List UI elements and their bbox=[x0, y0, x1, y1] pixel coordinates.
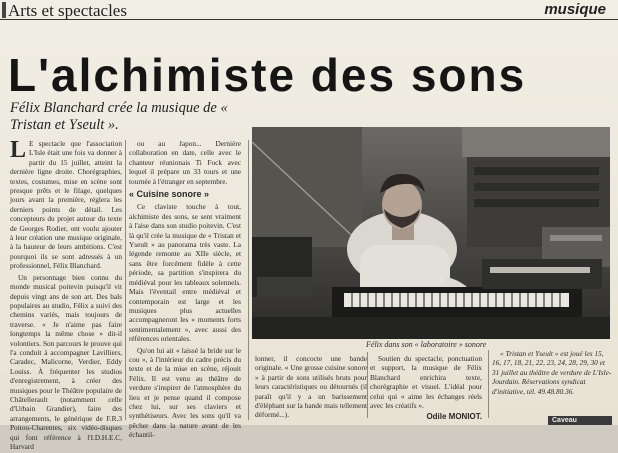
column-divider bbox=[125, 140, 126, 420]
drop-cap: L bbox=[10, 137, 27, 163]
article-photo bbox=[252, 127, 610, 339]
article-column-2 bbox=[129, 139, 241, 442]
next-article-title: Caveau bbox=[548, 416, 612, 425]
photo-caption: Félix dans son « laboratoire » sonore bbox=[366, 340, 487, 349]
paragraph: lonner, il concocte une bande originale. « Une grosse cuisine sonore » à partir de sons utilisés bruts pour leurs caractéristiques ou détournés (il paraît qu'il y a un barissement d'éléphant sur la bande mais tellement déformé...). bbox=[255, 354, 367, 420]
article-subhead: Félix Blanchard crée la musique de « Tristan et Yseult ». bbox=[10, 100, 228, 133]
article-column-1 bbox=[10, 139, 122, 453]
interhead: « Cuisine sonore » bbox=[129, 189, 210, 200]
article-headline: L'alchimiste des sons bbox=[8, 49, 527, 101]
section-marker bbox=[2, 2, 6, 18]
paragraph: Un personnage bien connu du monde musical poitevin puisqu'il vit depuis vingt ans de son art. Des bals populaires au studio, Félix a suivi des chemins variés, mais toujours de traverse. « Je n'aime pas faire longtemps la même chose » dit-il volontiers. Son parcours le prouve qui l'a conduit à accompagner Lavilliers, Caradec, Malicorne, Verdier, Eddy Louiss. À fréquenter les studios d'enregistrement, à créer des musiques pour le Théâtre populaire de Châtellerault (notamment celle d'Urbain Grandier), faire des arrangements, le générique de F.R.3 Poitou-Charentes, six vidéo-disques qui font référence à l'I.D.H.E.C, Harvard bbox=[10, 272, 122, 451]
practical-info-box bbox=[492, 349, 612, 398]
paragraph: Qu'on lui ait « laissé la bride sur le cou », à l'intérieur du cadre précis du texte et de la mise en scène, réjouit Félix. Il est venu au théâtre de verdure s'inspirer de l'atmosphère du lieu et je pense quand il compose chez lui, sur ses claviers et synthétiseurs. Avec les sons qu'il va pêcher dans la nature avant de les échantil- bbox=[129, 345, 241, 440]
section-topic: musique bbox=[544, 1, 606, 18]
paragraph: « Tristan et Yseult » est joué les 15, 16, 17, 18, 21, 22, 23, 24, 28, 29, 30 et 31 juillet au théâtre de verdure de L'Isle-Jourdain. Réservations syndicat d'initiative, tél. 49.48.80.36. bbox=[492, 349, 612, 396]
section-title: Arts et spectacles bbox=[8, 1, 127, 20]
article-column-3 bbox=[255, 354, 367, 422]
header-rule bbox=[0, 19, 618, 20]
paragraph: ou au Japon... Dernière collaboration en date, celle avec le chanteur réunionais Ti Fock avec lequel il prépare un 33 tours et une tournée à l'étranger en septembre. bbox=[129, 139, 241, 186]
paragraph: Soutien du spectacle, ponctuation et support, la musique de Félix Blanchard enrichira texte, chorégraphie et visuel. L'idéal pour celui qui « aime les échanges réels avec les créatifs ». bbox=[370, 354, 482, 411]
musician-studio-photo bbox=[252, 127, 610, 339]
column-divider bbox=[367, 352, 368, 418]
author-signature: Odile MONIOT. bbox=[426, 412, 482, 422]
column-divider bbox=[488, 350, 489, 418]
paragraph: E spectacle que l'association L'Isle était une fois va donner à partir du 15 juillet, atteint la dernière ligne droite. Chorégraphies, textes, costumes, mise en scène sont presque prêts et le filage, quelques jours avant la première, réglera les derniers points de détail. Les concepteurs du projet autour du texte de Georges Rodier, ont voulu ajouter à leur création une musique originale, à la hauteur de leurs ambitions. C'est pourquoi ils se sont adressés à un professionnel, Félix Blanchard. bbox=[10, 139, 122, 271]
column-divider bbox=[248, 140, 249, 420]
article-column-4 bbox=[370, 354, 482, 422]
paragraph: Ce claviste touche à tout, alchimiste des sons, se sent vraiment à l'aise dans son studio poitevin. C'est là qu'il crée la musique de « Tristan et Yseult » au panorama très vaste. La légende remonte au XIIe siècle, et sans être forcément fidèle à cette période, sa partition s'inspirera du médiéval pour les tableaux solennels. Mais l'éventail entre médiéval et contemporain est large et les musiques plus actuelles accompagneront les « moments forts sentimentalement », avec aussi des références orientales. bbox=[129, 202, 241, 344]
